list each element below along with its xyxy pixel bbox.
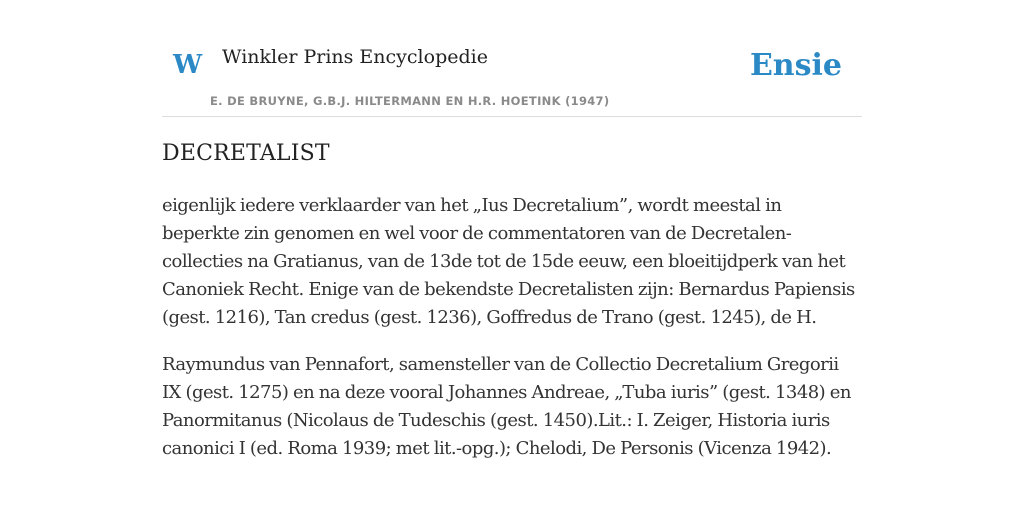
entry-body	[162, 192, 862, 482]
page-container	[162, 0, 862, 459]
source-title[interactable]: Winkler Prins Encyclopedie	[222, 46, 488, 68]
entry-paragraph: Raymundus van Pennafort, samensteller van de Collectio Decretalium Gregorii IX (gest. 1275) en na deze vooral Johannes Andreae, „Tuba iuris” (gest. 1348) en Panormitanus (Nicolaus de Tudeschis (gest. 1450).Lit.: I. Zeiger, Historia iuris canonici I (ed. Roma 1939; met lit.-opg.); Chelodi, De Personis (Vicenza 1942).	[162, 354, 851, 459]
source-authors: E. DE BRUYNE, G.B.J. HILTERMANN EN H.R. HOETINK (1947)	[210, 94, 610, 108]
entry-paragraph: eigenlijk iedere verklaarder van het „Ius Decretalium”, wordt meestal in beperkte zin genomen en wel voor de commentatoren van de Decretalen-collecties na Gratianus, van de 13de tot de 15de eeuw, een bloeitijdperk van het Canoniek Recht. Enige van de bekendste Decretalisten zijn: Bernardus Papiensis (gest. 1216), Tan credus (gest. 1236), Goffredus de Trano (gest. 1245), de H.	[162, 195, 855, 328]
source-header	[162, 0, 862, 117]
entry-title: DECRETALIST	[162, 141, 330, 166]
source-logo: W	[173, 50, 203, 80]
brand-logo-link[interactable]: Ensie	[749, 48, 842, 83]
